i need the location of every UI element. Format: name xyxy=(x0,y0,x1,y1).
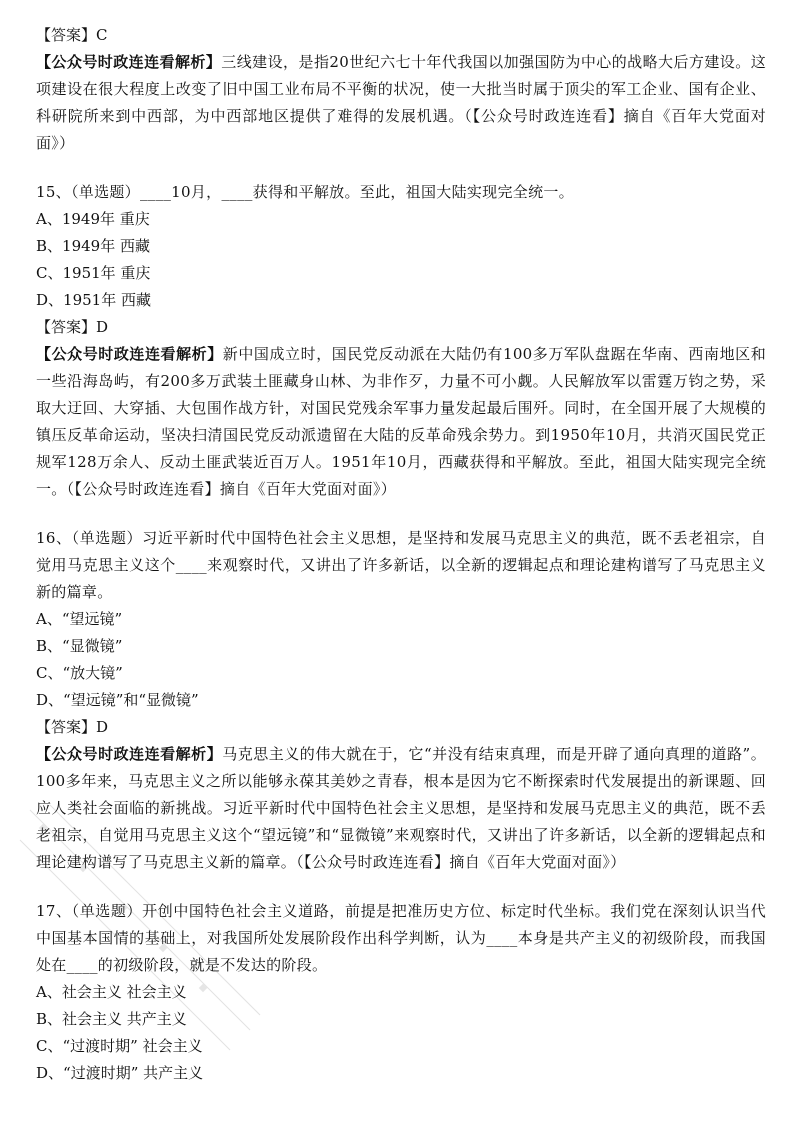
q17-option-d: D、“过渡时期” 共产主义 xyxy=(36,1064,204,1082)
q15-analysis-body: 新中国成立时，国民党反动派在大陆仍有100多万军队盘踞在华南、西南地区和一些沿海岛屿，有200多万武装土匪藏身山林、为非作歹，力量不可小觑。人民解放军以雷霆万钧之势，采取大迂回、大穿插、大包围作战方针，对国民党残余军事力量发起最后围歼。同时，在全国开展了大规模的镇压反革命运动，坚决扫清国民党反动派遗留在大陆的反革命残余势力。到1950年10月，共消灭国民党正规军128万余人、反动土匪武装近百万人。1951年10月，西藏获得和平解放。至此，祖国大陆实现完全统一。（【公众号时政连连看】摘自《百年大党面对面》） xyxy=(36,345,766,498)
q16-option-d: D、“望远镜”和“显微镜” xyxy=(36,691,199,709)
q17-option-a: A、社会主义 社会主义 xyxy=(36,983,187,1001)
q16-analysis-body: 马克思主义的伟大就在于，它“并没有结束真理，而是开辟了通向真理的道路”。100多年来，马克思主义之所以能够永葆其美妙之青春，根本是因为它不断探索时代发展提出的新课题、回应人类社会面临的新挑战。习近平新时代中国特色社会主义思想，是坚持和发展马克思主义的典范，既不丢老祖宗，自觉用马克思主义这个“望远镜”和“显微镜”来观察时代，又讲出了许多新话，以全新的逻辑起点和理论建构谱写了马克思主义新的篇章。（【公众号时政连连看】摘自《百年大党面对面》） xyxy=(36,745,766,871)
q15-answer: 【答案】D xyxy=(36,318,109,336)
document-page xyxy=(36,22,766,1087)
q16-analysis xyxy=(36,741,766,876)
q17-option-c: C、“过渡时期” 社会主义 xyxy=(36,1037,203,1055)
q14-analysis-label: 【公众号时政连连看解析】 xyxy=(36,53,222,71)
q15-analysis-label: 【公众号时政连连看解析】 xyxy=(36,345,223,363)
q15-option-d: D、1951年 西藏 xyxy=(36,291,151,309)
q15-option-c: C、1951年 重庆 xyxy=(36,264,151,282)
q17-stem: 17、（单选题）开创中国特色社会主义道路，前提是把准历史方位、标定时代坐标。我们党在深刻认识当代中国基本国情的基础上，对我国所处发展阶段作出科学判断，认为____本身是共产主义的初级阶段，而我国处在____的初级阶段，就是不发达的阶段。 xyxy=(36,902,766,974)
q17-option-b: B、社会主义 共产主义 xyxy=(36,1010,187,1028)
q15-option-b: B、1949年 西藏 xyxy=(36,237,150,255)
q16-stem: 16、（单选题）习近平新时代中国特色社会主义思想，是坚持和发展马克思主义的典范，既不丢老祖宗，自觉用马克思主义这个____来观察时代，又讲出了许多新话，以全新的逻辑起点和理论建构谱写了马克思主义新的篇章。 xyxy=(36,529,766,601)
q14-analysis xyxy=(36,49,766,157)
q15-stem: 15、（单选题）____10月，____获得和平解放。至此，祖国大陆实现完全统一。 xyxy=(36,183,574,201)
q16-option-c: C、“放大镜” xyxy=(36,664,123,682)
q15-analysis xyxy=(36,341,766,503)
q16-option-a: A、“望远镜” xyxy=(36,610,123,628)
q15-option-a: A、1949年 重庆 xyxy=(36,210,150,228)
q16-option-b: B、“显微镜” xyxy=(36,637,123,655)
q16-answer: 【答案】D xyxy=(36,718,109,736)
q14-analysis-body: 三线建设，是指20世纪六七十年代我国以加强国防为中心的战略大后方建设。这项建设在很大程度上改变了旧中国工业布局不平衡的状况，使一大批当时属于顶尖的军工企业、国有企业、科研院所来到中西部，为中西部地区提供了难得的发展机遇。（【公众号时政连连看】摘自《百年大党面对面》） xyxy=(36,53,766,152)
q14-answer: 【答案】C xyxy=(36,26,108,44)
q16-analysis-label: 【公众号时政连连看解析】 xyxy=(36,745,223,763)
